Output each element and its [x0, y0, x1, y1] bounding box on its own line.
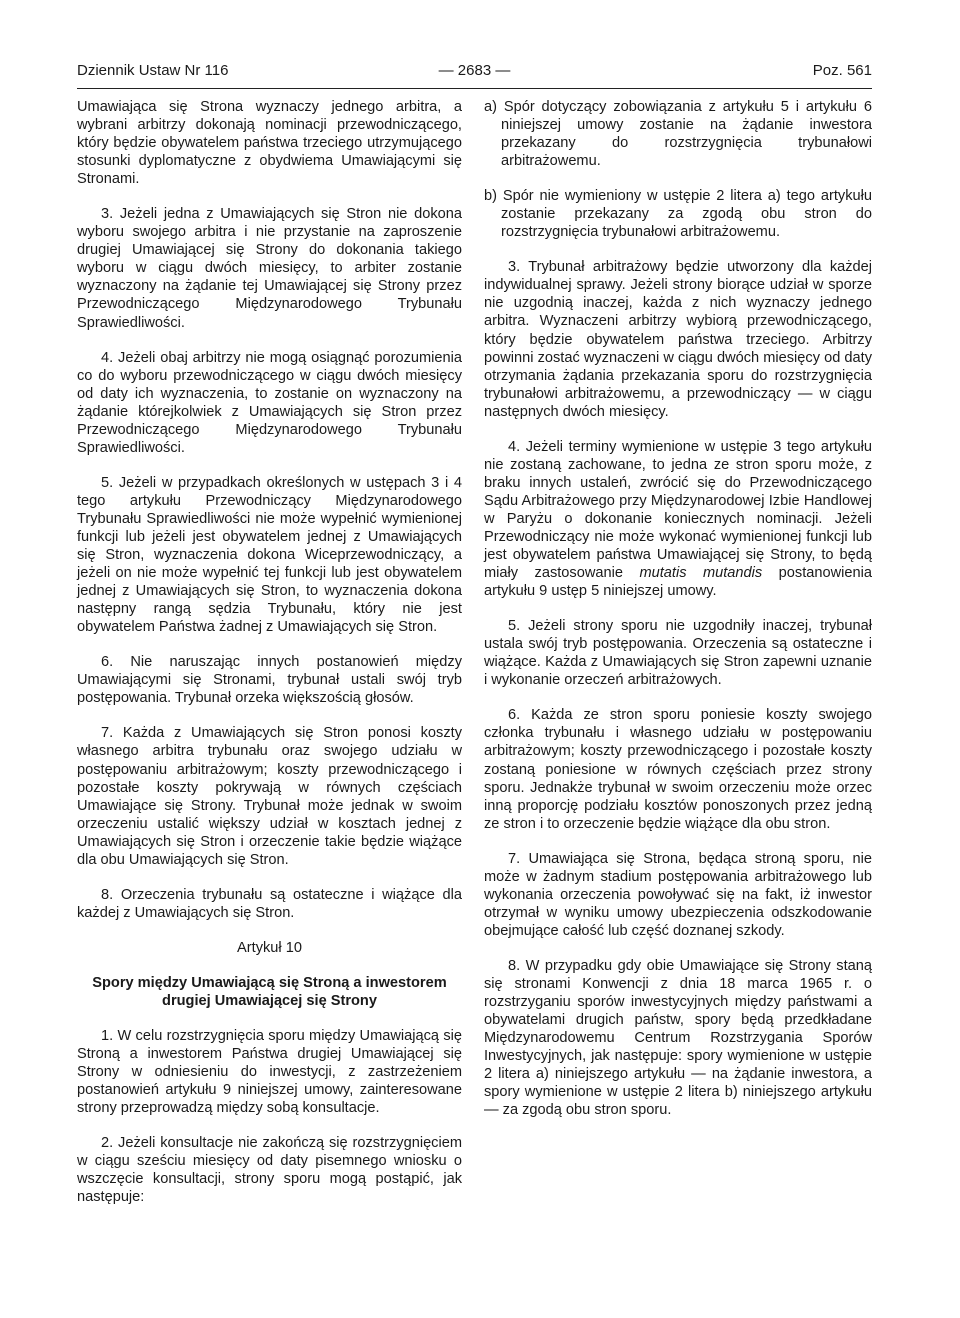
- article-paragraph-2: 2. Jeżeli konsultacje nie zakończą się rozstrzygnięciem w ciągu sześciu miesięcy od daty pisemnego wniosku o wszczęcie konsultacji, strony sporu mogą postąpić, jak następuje:: [77, 1135, 462, 1206]
- left-column: [77, 98, 462, 1223]
- right-paragraph-7: 7. Umawiająca się Strona, będąca stroną sporu, nie może w żadnym stadium postępowania arbitrażowego lub wykonania orzeczenia powoływać się na fakt, iż inwestor otrzymał w wyniku umowy ubezpieczenia odszkodowanie obejmujące całość lub część doznanej szkody.: [484, 850, 872, 939]
- r4-text-after: postanowienia artykułu 9 ustęp 5 niniejszej umowy.: [484, 565, 872, 600]
- paragraph-7: 7. Każda z Umawiających się Stron ponosi koszty własnego arbitra trybunału oraz swojego udziału w postępowaniu arbitrażowym; koszty przewodniczącego i pozostałe koszty pokrywają w równych częściach Umawiające się Strony. Trybunał może jednak w swoim orzeczeniu ustalić większy udział w kosztach jednej z Umawiających się Stron i orzeczenie takie będzie wiążące dla obu Umawiających się Stron.: [77, 725, 462, 868]
- article-paragraph-1: 1. W celu rozstrzygnięcia sporu między Umawiającą się Stroną a inwestorem Państwa drugiej Umawiającej się Strony w odniesieniu do inwestycji, z zastrzeżeniem postanowień artykułu 9 niniejszej umowy, zainteresowane strony przeprowadzą między sobą konsultacje.: [77, 1028, 462, 1117]
- right-paragraph-5: 5. Jeżeli strony sporu nie uzgodniły inaczej, trybunał ustala swój tryb postępowania. Orzeczenia są ostateczne i wiążące. Każda z Umawiających się Stron zapewni uznanie i wykonanie orzeczeń arbitrażowych.: [484, 618, 872, 689]
- article-title: Artykuł 10: [237, 939, 302, 956]
- journal-title: Dziennik Ustaw Nr 116: [77, 62, 229, 79]
- paragraph-3: 3. Jeżeli jedna z Umawiających się Stron nie dokona wyboru swojego arbitra i nie przystanie na zaproszenie drugiej Umawiającej się Strony do dokonania takiego wyboru w ciągu dwóch miesięcy, to arbiter zostanie wyznaczony na żądanie tej Umawiającej się Strony przez Przewodniczącego Międzynarodowego Trybunału Sprawiedliwości.: [77, 206, 462, 331]
- page-header: [77, 62, 872, 84]
- r4-latin-phrase: mutatis mutandis: [639, 565, 763, 582]
- right-paragraph-3: 3. Trybunał arbitrażowy będzie utworzony dla każdej indywidualnej sprawy. Jeżeli strony biorące udział w sporze nie uzgodnią inaczej, każda z nich wyznaczy jednego arbitra. Wyznaczeni arbitrzy wybiorą przewodniczącego, który będzie obywatelem państwa trzeciego. Arbitrzy powinni zostać wyznaczeni w ciągu dwóch miesięcy od daty otrzymania żądania przekazania sporu do rozstrzygnięcia trybunałowi arbitrażowemu, a przewodniczący — w ciągu następnych dwóch miesięcy.: [484, 259, 872, 420]
- right-paragraph-8: 8. W przypadku gdy obie Umawiające się Strony staną się stronami Konwencji z dnia 18 marca 1965 r. o rozstrzyganiu sporów inwestycyjnych między państwami a obywatelami drugich państw, spory będą przedkładane Międzynarodowemu Centrum Rozstrzygania Sporów Inwestycyjnych, jak następuje: spory wymienione w ustępie 2 litera a) niniejszego artykułu — na żądanie inwestora, a spory wymienione w ustępie 2 litera b) niniejszego artykułu — za zgodą obu stron sporu.: [484, 957, 872, 1119]
- right-paragraph-4: [484, 438, 872, 600]
- right-paragraph-6: 6. Każda ze stron sporu poniesie koszty swojego członka trybunału i własnego udziału w postępowaniu arbitrażowym; koszty przewodniczącego i pozostałe koszty zostaną poniesione w równych częściach przez strony sporu. Jednakże trybunał w swoim orzeczeniu może orzec inną proporcję podziału kosztów ponoszonych przez jedną ze stron i to orzeczenie będzie wiążące dla obu stron.: [484, 707, 872, 832]
- paragraph-4: 4. Jeżeli obaj arbitrzy nie mogą osiągnąć porozumienia co do wyboru przewodniczącego w ciągu dwóch miesięcy od daty ich wyznaczenia, to zostanie on wyznaczony na żądanie którejkolwiek z Umawiających się Stron przez Przewodniczącego Międzynarodowego Trybunału Sprawiedliwości.: [77, 349, 462, 456]
- paragraph-5: 5. Jeżeli w przypadkach określonych w ustępach 3 i 4 tego artykułu Przewodniczący Międzynarodowego Trybunału Sprawiedliwości nie może wypełnić wymienionej funkcji lub jeżeli jest obywatelem jednej z Umawiających się Stron, wyznaczenia dokona Wiceprzewodniczący, a jeżeli on nie może wypełnić tej funkcji lub jest obywatelem jednej z Umawiających się Stron, to wyznaczenia dokona następny rangą sędzia Trybunału, który nie jest obywatelem Państwa żadnej z Umawiających się Stron.: [77, 474, 462, 636]
- paragraph-6: 6. Nie naruszając innych postanowień między Umawiającymi się Stronami, trybunał ustali swój tryb postępowania. Trybunał orzeka większością głosów.: [77, 654, 462, 707]
- article-heading: Spory między Umawiającą się Stroną a inwestorem drugiej Umawiającej się Strony: [92, 974, 447, 1009]
- item-b: b) Spór nie wymieniony w ustępie 2 litera a) tego artykułu zostanie przekazany za zgodą obu stron do rozstrzygnięcia trybunałowi arbitrażowemu.: [484, 188, 872, 241]
- page-number: — 2683 —: [438, 62, 511, 79]
- r4-text-before: 4. Jeżeli terminy wymienione w ustępie 3 tego artykułu nie zostaną zachowane, to jedna ze stron sporu może, z braku innych ustaleń, zwrócić się do Przewodniczącego Sądu Arbitrażowego przy Międzynarodowej Izbie Handlowej w Paryżu o dokonanie koniecznych nominacji. Jeżeli Przewodniczący nie może wykonać wymienionej funkcji lub jest obywatelem państwa Umawiającej się Strony, to będą miały zastosowanie: [484, 438, 872, 582]
- paragraph-arbiter-nomination: Umawiająca się Strona wyznaczy jednego arbitra, a wybrani arbitrzy dokonają nominacji przewodniczącego, który będzie obywatelem państwa trzeciego utrzymującego stosunki dyplomatyczne z obydwiema Umawiającymi się Stronami.: [77, 99, 462, 188]
- right-column: [484, 98, 872, 1136]
- item-a: a) Spór dotyczący zobowiązania z artykułu 5 i artykułu 6 niniejszej umowy zostanie na żądanie inwestora przekazany do rozstrzygnięcia trybunałowi arbitrażowemu.: [484, 99, 872, 170]
- paragraph-8: 8. Orzeczenia trybunału są ostateczne i wiążące dla każdej z Umawiających się Stron.: [77, 886, 462, 921]
- position-number: Poz. 561: [812, 62, 872, 79]
- header-divider: [77, 88, 872, 89]
